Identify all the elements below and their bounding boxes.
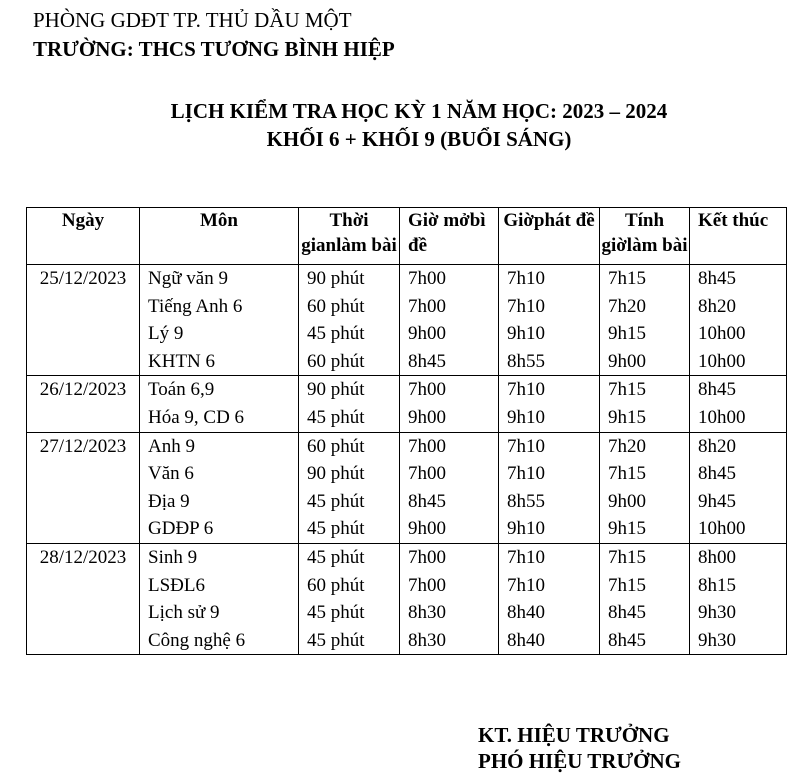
subject: Sinh 9 <box>148 546 198 568</box>
duration-cell <box>299 265 400 376</box>
hand-out-time: 8h40 <box>507 629 545 651</box>
subject: LSĐL6 <box>148 574 205 596</box>
hand-out-time: 9h10 <box>507 518 545 540</box>
subject: Hóa 9, CD 6 <box>148 406 245 428</box>
table-row <box>27 543 787 654</box>
start-time: 7h15 <box>608 574 646 596</box>
end-time: 10h00 <box>698 518 746 540</box>
table-row <box>27 265 787 376</box>
end-time: 10h00 <box>698 323 746 345</box>
start-time: 9h15 <box>608 406 646 428</box>
table-row <box>27 376 787 432</box>
duration: 45 phút <box>307 323 365 345</box>
end-time: 10h00 <box>698 406 746 428</box>
duration-cell <box>299 543 400 654</box>
header-duration: Thời gianlàm bài <box>299 208 400 265</box>
open-envelope-time-cell <box>400 432 499 543</box>
open-envelope-time-cell <box>400 543 499 654</box>
header-open-envelope: Giờ mởbì đề <box>400 208 499 265</box>
end-time: 8h45 <box>698 463 736 485</box>
open-envelope-time: 7h00 <box>408 546 446 568</box>
school-name: TRƯỜNG: THCS TƯƠNG BÌNH HIỆP <box>33 37 395 61</box>
exam-date: 28/12/2023 <box>27 543 140 654</box>
open-envelope-time: 8h30 <box>408 629 446 651</box>
hand-out-time-cell <box>499 265 600 376</box>
exam-schedule-table <box>26 207 787 655</box>
hand-out-time-cell <box>499 543 600 654</box>
exam-date: 26/12/2023 <box>27 376 140 432</box>
open-envelope-time: 7h00 <box>408 435 446 457</box>
end-time: 8h45 <box>698 268 736 289</box>
end-time: 8h20 <box>698 435 736 457</box>
start-time: 9h15 <box>608 518 646 540</box>
open-envelope-time: 7h00 <box>408 574 446 596</box>
table-header-row <box>27 208 787 265</box>
duration: 90 phút <box>307 463 365 485</box>
hand-out-time: 7h10 <box>507 268 545 289</box>
exam-date: 25/12/2023 <box>27 265 140 376</box>
subject: Toán 6,9 <box>148 379 215 401</box>
duration: 90 phút <box>307 268 365 289</box>
open-envelope-time: 7h00 <box>408 268 446 289</box>
start-time: 9h00 <box>608 350 646 372</box>
end-time: 8h45 <box>698 379 736 401</box>
duration: 45 phút <box>307 406 365 428</box>
open-envelope-time-cell <box>400 265 499 376</box>
subject: Văn 6 <box>148 463 194 485</box>
end-time-cell <box>690 265 787 376</box>
hand-out-time: 8h55 <box>507 350 545 372</box>
hand-out-time: 9h10 <box>507 406 545 428</box>
start-time: 7h20 <box>608 435 646 457</box>
start-time-cell <box>600 543 690 654</box>
document-subtitle: KHỐI 6 + KHỐI 9 (BUỔI SÁNG) <box>266 127 572 151</box>
header-date: Ngày <box>27 208 140 265</box>
header-hand-out: Giờphát đề <box>499 208 600 265</box>
subject-cell <box>140 265 299 376</box>
duration-cell <box>299 432 400 543</box>
signature-title: KT. HIỆU TRƯỞNG <box>478 723 670 747</box>
end-time: 9h45 <box>698 490 736 512</box>
start-time-cell <box>600 265 690 376</box>
duration: 60 phút <box>307 574 365 596</box>
start-time: 7h15 <box>608 463 646 485</box>
subject: Anh 9 <box>148 435 195 457</box>
start-time: 9h00 <box>608 490 646 512</box>
hand-out-time: 8h40 <box>507 602 545 624</box>
subject-cell <box>140 376 299 432</box>
open-envelope-time: 9h00 <box>408 406 446 428</box>
document-title: LỊCH KIỂM TRA HỌC KỲ 1 NĂM HỌC: 2023 – 2024 <box>170 99 668 123</box>
signature-role: PHÓ HIỆU TRƯỞNG <box>478 749 682 773</box>
hand-out-time: 7h10 <box>507 546 545 568</box>
start-time: 9h15 <box>608 323 646 345</box>
duration: 45 phút <box>307 629 365 651</box>
start-time: 8h45 <box>608 629 646 651</box>
start-time-cell <box>600 432 690 543</box>
end-time: 9h30 <box>698 629 736 651</box>
duration-cell <box>299 376 400 432</box>
start-time: 7h15 <box>608 268 646 289</box>
subject: Ngữ văn 9 <box>148 268 228 289</box>
hand-out-time: 7h10 <box>507 463 545 485</box>
hand-out-time: 7h10 <box>507 574 545 596</box>
end-time: 10h00 <box>698 350 746 372</box>
subject: Lịch sử 9 <box>148 602 220 624</box>
subject: Lý 9 <box>148 323 184 345</box>
subject: Địa 9 <box>148 490 190 512</box>
header-subject: Môn <box>140 208 299 265</box>
department-name: PHÒNG GDĐT TP. THỦ DẦU MỘT <box>33 8 352 32</box>
duration: 45 phút <box>307 490 365 512</box>
duration: 90 phút <box>307 379 365 401</box>
hand-out-time-cell <box>499 376 600 432</box>
hand-out-time: 7h10 <box>507 295 545 317</box>
exam-date: 27/12/2023 <box>27 432 140 543</box>
header-start-time: Tính giờlàm bài <box>600 208 690 265</box>
subject: Tiếng Anh 6 <box>148 295 243 317</box>
hand-out-time: 7h10 <box>507 435 545 457</box>
duration: 60 phút <box>307 350 365 372</box>
open-envelope-time: 7h00 <box>408 463 446 485</box>
open-envelope-time: 7h00 <box>408 295 446 317</box>
hand-out-time-cell <box>499 432 600 543</box>
subject: Công nghệ 6 <box>148 629 246 651</box>
table-row <box>27 432 787 543</box>
end-time-cell <box>690 376 787 432</box>
open-envelope-time: 8h30 <box>408 602 446 624</box>
start-time: 8h45 <box>608 602 646 624</box>
hand-out-time: 7h10 <box>507 379 545 401</box>
start-time: 7h20 <box>608 295 646 317</box>
subject: GDĐP 6 <box>148 518 214 540</box>
open-envelope-time: 8h45 <box>408 350 446 372</box>
open-envelope-time: 8h45 <box>408 490 446 512</box>
end-time: 9h30 <box>698 602 736 624</box>
end-time-cell <box>690 543 787 654</box>
start-time-cell <box>600 376 690 432</box>
subject-cell <box>140 543 299 654</box>
end-time-cell <box>690 432 787 543</box>
duration: 45 phút <box>307 602 365 624</box>
subject: KHTN 6 <box>148 350 216 372</box>
hand-out-time: 9h10 <box>507 323 545 345</box>
open-envelope-time: 9h00 <box>408 323 446 345</box>
end-time: 8h20 <box>698 295 736 317</box>
end-time: 8h00 <box>698 546 736 568</box>
open-envelope-time: 9h00 <box>408 518 446 540</box>
open-envelope-time: 7h00 <box>408 379 446 401</box>
duration: 60 phút <box>307 295 365 317</box>
duration: 45 phút <box>307 546 365 568</box>
header-end-time: Kết thúc <box>690 208 787 265</box>
start-time: 7h15 <box>608 379 646 401</box>
end-time: 8h15 <box>698 574 736 596</box>
hand-out-time: 8h55 <box>507 490 545 512</box>
duration: 45 phút <box>307 518 365 540</box>
open-envelope-time-cell <box>400 376 499 432</box>
duration: 60 phút <box>307 435 365 457</box>
subject-cell <box>140 432 299 543</box>
start-time: 7h15 <box>608 546 646 568</box>
